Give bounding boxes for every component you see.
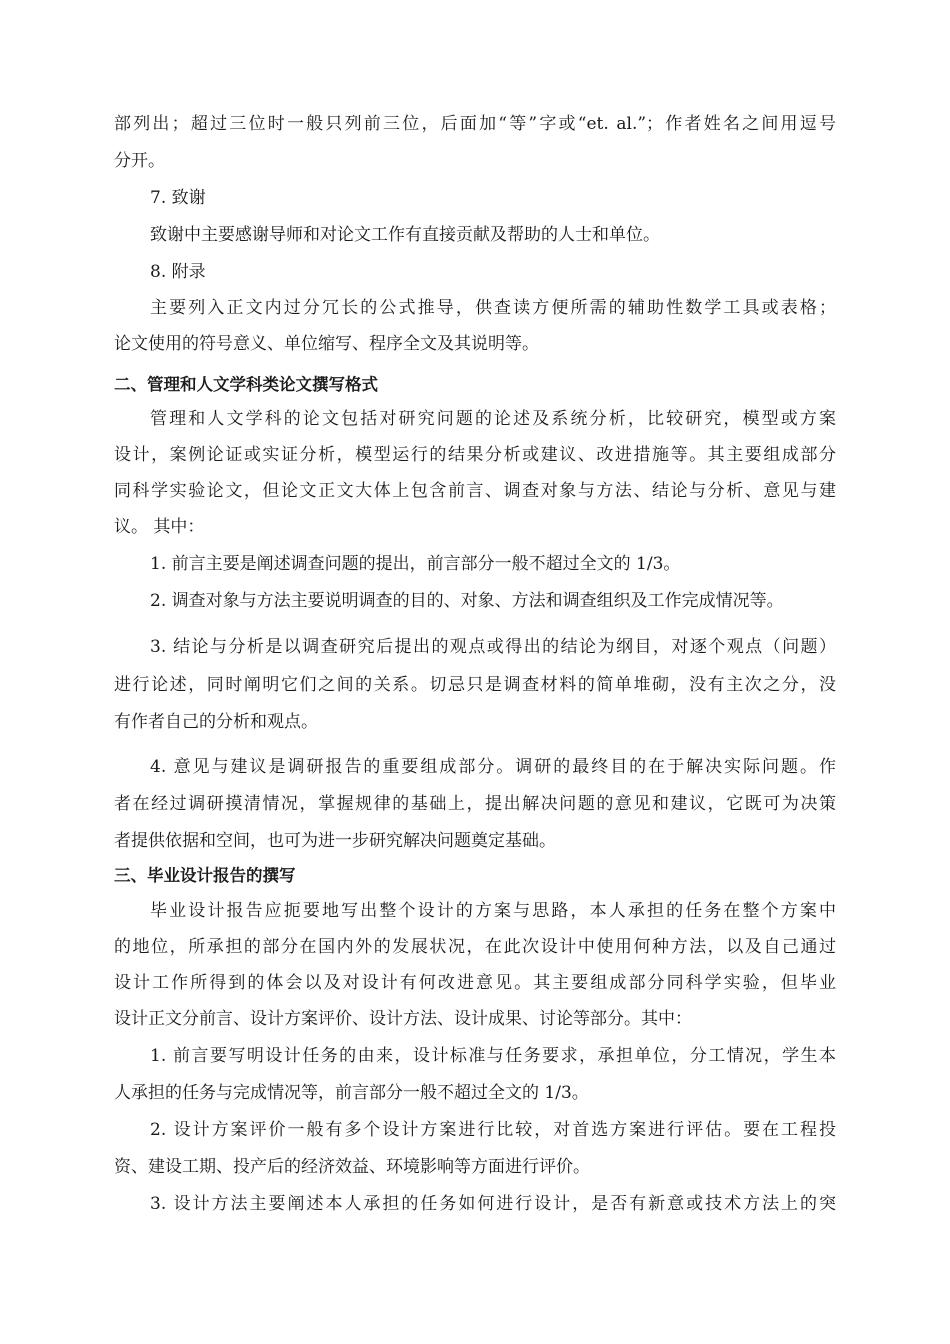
body-line: 致谢中主要感谢导师和对论文工作有直接贡献及帮助的人士和单位。 xyxy=(150,225,660,245)
body-line: 主要列入正文内过分冗长的公式推导，供查读方便所需的辅助性数学工具或表格； xyxy=(150,298,836,318)
body-line: 议。 其中： xyxy=(114,517,205,537)
list-item: 4. 意见与建议是调研报告的重要组成部分。调研的最终目的在于解决实际问题。作 xyxy=(150,757,836,777)
body-line: 资、建设工期、投产后的经济效益、环境影响等方面进行评价。 xyxy=(114,1157,590,1177)
list-item: 1. 前言主要是阐述调查问题的提出，前言部分一般不超过全文的 1/3。 xyxy=(150,554,681,574)
body-line: 设计工作所得到的体会以及对设计有何改进意见。其主要组成部分同科学实验，但毕业 xyxy=(114,973,836,993)
body-line: 者提供依据和空间，也可为进一步研究解决问题奠定基础。 xyxy=(114,831,556,851)
body-line: 管理和人文学科的论文包括对研究问题的论述及系统分析，比较研究，模型或方案 xyxy=(150,409,836,429)
body-line: 者在经过调研摸清情况，掌握规律的基础上，提出解决问题的意见和建议，它既可为决策 xyxy=(114,794,836,814)
body-line: 分开。 xyxy=(114,151,165,171)
body-line: 论文使用的符号意义、单位缩写、程序全文及其说明等。 xyxy=(114,334,539,354)
body-line: 部列出；超过三位时一般只列前三位，后面加“等”字或“et. al.”；作者姓名之间用逗号 xyxy=(114,114,836,134)
list-item: 3. 设计方法主要阐述本人承担的任务如何进行设计，是否有新意或技术方法上的突 xyxy=(150,1194,836,1214)
body-line: 有作者自己的分析和观点。 xyxy=(114,712,318,732)
chapter-heading: 三、毕业设计报告的撰写 xyxy=(114,866,296,885)
body-line: 进行论述，同时阐明它们之间的关系。切忌只是调查材料的简单堆砌，没有主次之分，没 xyxy=(114,675,836,695)
list-item: 2. 调查对象与方法主要说明调查的目的、对象、方法和调查组织及工作完成情况等。 xyxy=(150,591,784,611)
section-heading: 7. 致谢 xyxy=(150,188,206,208)
list-item: 1. 前言要写明设计任务的由来，设计标准与任务要求，承担单位，分工情况，学生本 xyxy=(150,1046,836,1066)
list-item: 2. 设计方案评价一般有多个设计方案进行比较，对首选方案进行评估。要在工程投 xyxy=(150,1120,836,1140)
section-heading: 8. 附录 xyxy=(150,262,206,282)
body-line: 设计正文分前言、设计方案评价、设计方法、设计成果、讨论等部分。其中： xyxy=(114,1009,692,1029)
list-item: 3. 结论与分析是以调查研究后提出的观点或得出的结论为纲目，对逐个观点（问题） xyxy=(150,637,836,657)
body-line: 毕业设计报告应扼要地写出整个设计的方案与思路，本人承担的任务在整个方案中 xyxy=(150,901,836,921)
body-line: 人承担的任务与完成情况等，前言部分一般不超过全文的 1/3。 xyxy=(114,1083,589,1103)
body-line: 的地位，所承担的部分在国内外的发展状况，在此次设计中使用何种方法，以及自己通过 xyxy=(114,937,836,957)
body-line: 设计，案例论证或实证分析，模型运行的结果分析或建议、改进措施等。其主要组成部分 xyxy=(114,445,836,465)
chapter-heading: 二、管理和人文学科类论文撰写格式 xyxy=(114,375,378,394)
body-line: 同科学实验论文，但论文正文大体上包含前言、调查对象与方法、结论与分析、意见与建 xyxy=(114,481,836,501)
